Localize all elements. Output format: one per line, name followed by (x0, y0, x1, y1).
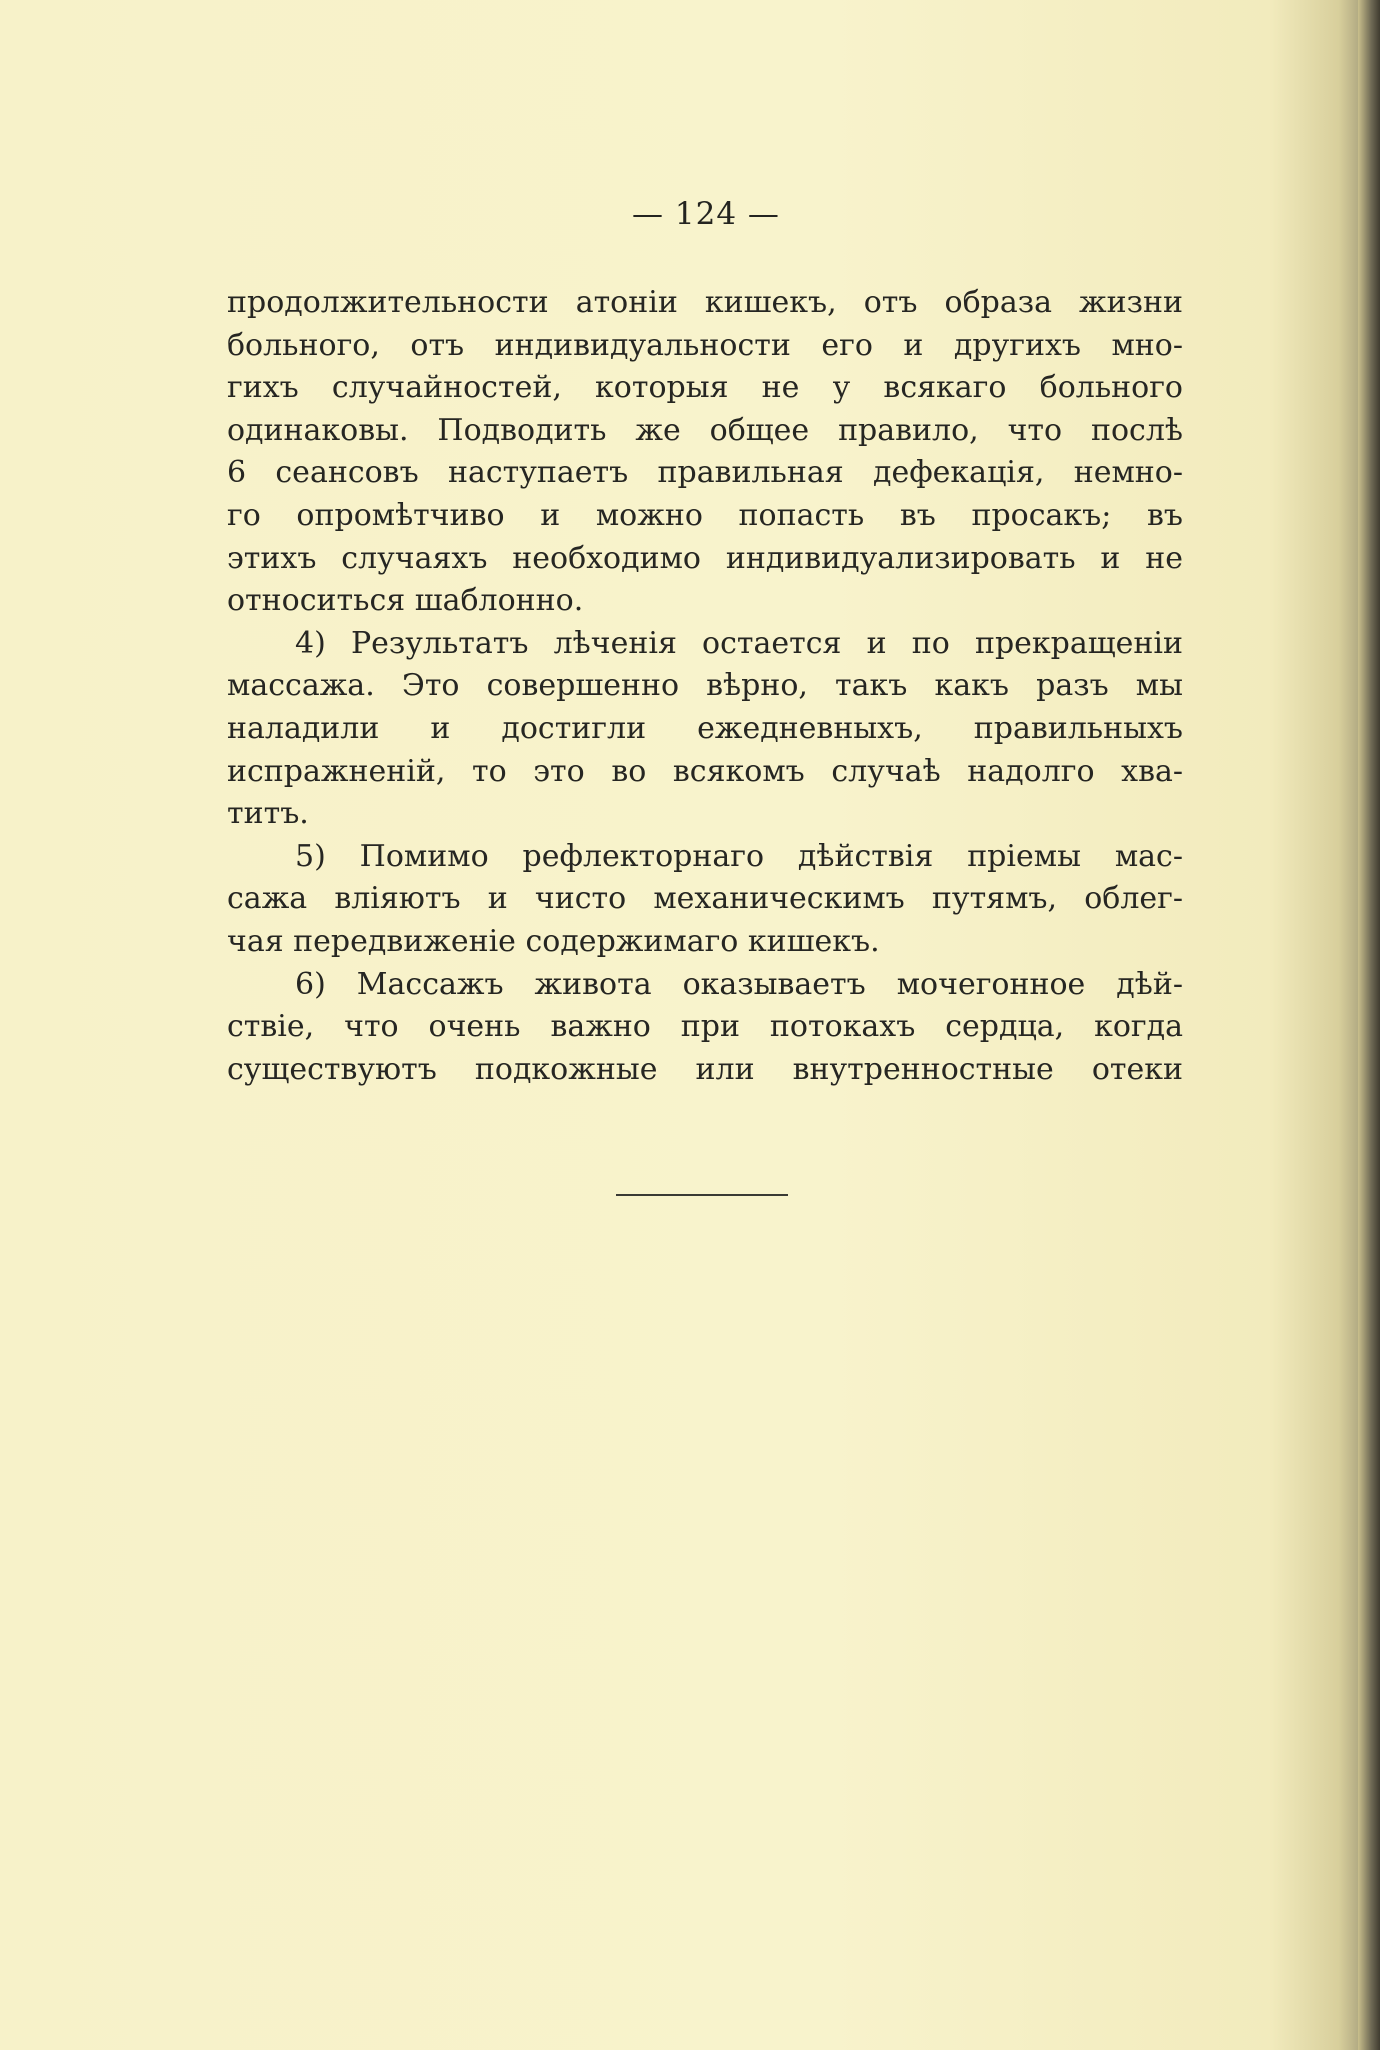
text-line: го опромѣтчиво и можно попасть въ просакъ; въ (227, 497, 1183, 533)
text-line: титъ. (227, 796, 309, 832)
text-line: относиться шаблонно. (227, 583, 584, 619)
text-line: 4) Результатъ лѣченія остается и по прекращеніи (295, 625, 1183, 661)
text-line: 6 сеансовъ наступаетъ правильная дефекація, немно- (227, 455, 1183, 491)
text-line: сажа вліяютъ и чисто механическимъ путямъ, облег- (227, 881, 1183, 917)
text-line: 6) Массажъ живота оказываетъ мочегонное дѣй- (295, 966, 1183, 1002)
text-line: больного, отъ индивидуальности его и другихъ мно- (227, 327, 1183, 363)
text-line: испражненій, то это во всякомъ случаѣ надолго хва- (227, 753, 1183, 789)
closing-rule (616, 1194, 788, 1196)
text-line: 5) Помимо рефлекторнаго дѣйствія пріемы мас- (295, 838, 1183, 874)
text-line: одинаковы. Подводить же общее правило, что послѣ (227, 412, 1183, 448)
text-line: чая передвиженіе содержимаго кишекъ. (227, 923, 880, 959)
text-line: этихъ случаяхъ необходимо индивидуализировать и не (227, 540, 1183, 576)
text-line: продолжительности атоніи кишекъ, отъ образа жизни (227, 285, 1183, 320)
text-line: ствіе, что очень важно при потокахъ сердца, когда (227, 1009, 1183, 1045)
text-line: существуютъ подкожные или внутренностные отеки (227, 1051, 1183, 1087)
text-line: наладили и достигли ежедневныхъ, правильныхъ (227, 710, 1183, 746)
page-edge-shadow (1358, 0, 1380, 2050)
page-number: — 124 — (632, 196, 780, 232)
body-text (227, 282, 1183, 1091)
text-line: массажа. Это совершенно вѣрно, такъ какъ разъ мы (227, 668, 1183, 704)
text-line: гихъ случайностей, которыя не у всякаго больного (227, 370, 1183, 406)
